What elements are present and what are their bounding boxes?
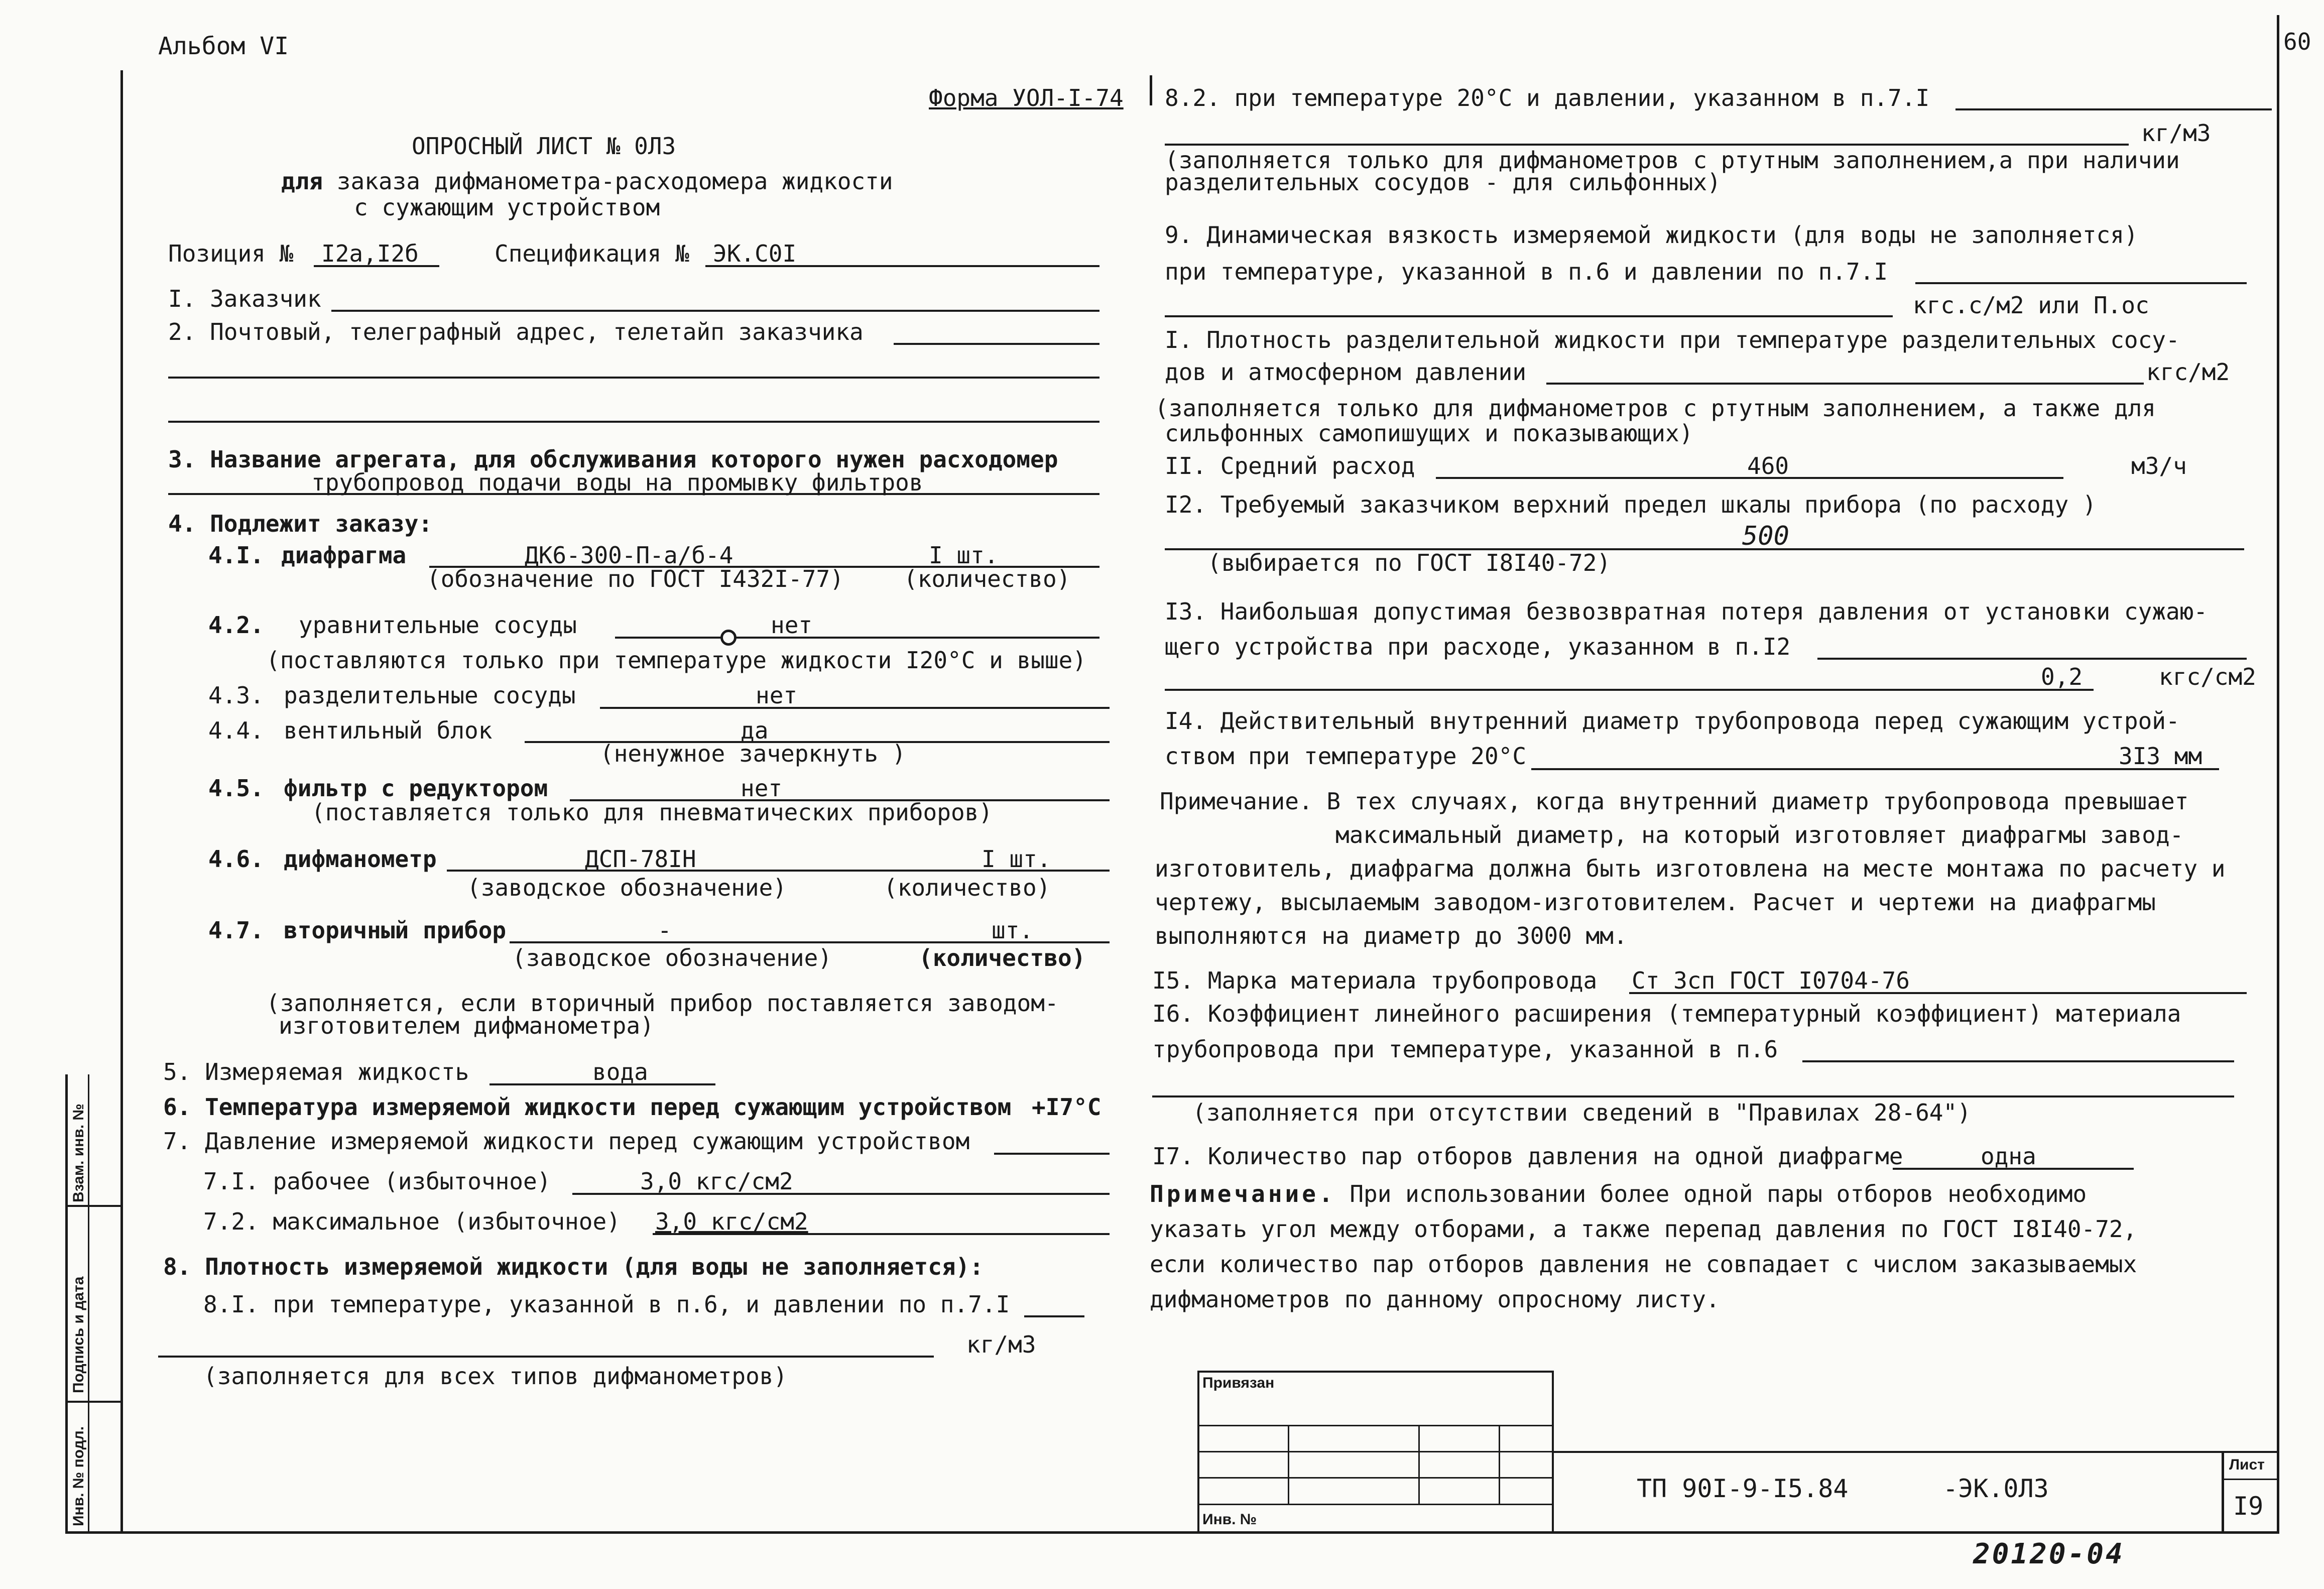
item-10-line1: I. Плотность разделительной жидкости при температуре разделительных сосу- <box>1165 326 2180 353</box>
item-47-value: - <box>658 917 672 944</box>
spec-underline <box>705 265 1099 267</box>
item-17-label: I7. Количество пар отборов давления на одной диафрагме <box>1152 1143 1903 1170</box>
title-line2 <box>281 170 893 193</box>
item-17-line <box>1893 1168 2134 1170</box>
sheet-number: I9 <box>2233 1492 2264 1521</box>
pnote-line4: дифманометров по данному опросному листу. <box>1150 1286 1720 1313</box>
item-11-label: II. Средний расход <box>1165 452 1415 479</box>
sheet-col <box>2222 1451 2224 1531</box>
item-41-qty-note: (количество) <box>904 565 1071 592</box>
item-71-value: 3,0 кгс/см2 <box>640 1168 793 1195</box>
item-13-unit: кгс/см2 <box>2159 663 2256 690</box>
item-47-line <box>510 941 1110 943</box>
item-71-line <box>572 1193 1110 1195</box>
item-46-value: ДСП-78IН <box>585 845 696 873</box>
title-line2-prefix: для <box>281 168 323 195</box>
item-47-note: (заводское обозначение) <box>512 944 832 971</box>
item-9-line2-fill <box>1165 315 1893 317</box>
item-46-qty-note: (количество) <box>884 874 1051 901</box>
item-9-unit: кгс.с/м2 или П.ос <box>1913 292 2149 319</box>
item-81-line2 <box>158 1356 934 1358</box>
item-82-line <box>1955 108 2272 110</box>
item-3-label: 3. Название агрегата, для обслуживания которого нужен расходомер <box>168 446 1058 473</box>
item-46-line <box>447 870 1110 872</box>
item-41-label: диафрагма <box>281 542 407 569</box>
frame-right-border <box>2277 15 2279 1534</box>
item-16-line <box>1802 1060 2234 1062</box>
item-15-line <box>1629 992 2247 994</box>
item-81-label: 8.I. при температуре, указанной в п.6, и давлении по п.7.I <box>203 1291 1010 1318</box>
item-17-value: одна <box>1981 1143 2036 1170</box>
side-vzam-label: Взам. инв. № <box>70 1104 87 1202</box>
item-10-line <box>1546 383 2144 385</box>
stamp-col3 <box>1499 1425 1500 1504</box>
pnote-title: Примечание. <box>1150 1180 1336 1207</box>
note-line1: Примечание. В тех случаях, когда внутренний диаметр трубопровода превышает <box>1160 788 2189 815</box>
sheet-label: Лист <box>2229 1456 2265 1473</box>
note-line3: изготовитель, диафрагма должна быть изготовлена на месте монтажа по расчету и <box>1155 855 2226 882</box>
title-block-top <box>1554 1451 2277 1453</box>
item-11-unit: м3/ч <box>2131 452 2187 479</box>
item-82-unit: кг/м3 <box>2141 119 2211 147</box>
item-46-label: дифманометр <box>284 845 437 873</box>
item-13-value: 0,2 <box>2041 663 2083 690</box>
item-11-value: 460 <box>1747 452 1789 479</box>
frame-bottom-border <box>65 1531 2279 1534</box>
item-43-value: нет <box>756 682 798 709</box>
item-45-num: 4.5. <box>208 775 264 802</box>
side-strip-div2 <box>65 1401 120 1403</box>
item-13-line2-fill <box>1165 689 2094 691</box>
stamp-row1 <box>1197 1425 1554 1426</box>
item-8-label: 8. Плотность измеряемой жидкости (для воды не заполняется): <box>163 1253 984 1280</box>
item-15-value: Ст 3сп ГОСТ I0704-76 <box>1632 967 1910 994</box>
item-41-value: ДК6-300-П-а/б-4 <box>525 542 733 569</box>
item-2-line2 <box>168 377 1099 379</box>
item-41-num: 4.I. <box>208 542 264 569</box>
side-inv-label: Инв. № подл. <box>70 1426 87 1526</box>
item-5-line <box>490 1083 715 1085</box>
item-7-label: 7. Давление измеряемой жидкости перед сужающим устройством <box>163 1128 970 1155</box>
pnote-line1 <box>1150 1182 2087 1205</box>
item-41-note: (обозначение по ГОСТ I432I-77) <box>427 565 844 592</box>
item-47-num: 4.7. <box>208 917 264 944</box>
item-42-label: уравнительные сосуды <box>299 612 577 639</box>
item-10-line2: дов и атмосферном давлении <box>1165 358 1527 386</box>
item-47-label: вторичный прибор <box>284 917 507 944</box>
item-12-note: (выбирается по ГОСТ I8I40-72) <box>1207 549 1611 576</box>
side-strip-left <box>65 1074 68 1531</box>
item-46-qty: I шт. <box>982 845 1051 873</box>
title-line1: ОПРОСНЫЙ ЛИСТ № 0ЛЗ <box>412 133 676 160</box>
stamp-row3 <box>1197 1477 1554 1479</box>
item-82-note2: разделительных сосудов - для сильфонных) <box>1165 169 1721 196</box>
stamp-col2 <box>1418 1425 1420 1504</box>
title-line2-rest: заказа дифманометра-расходомера жидкости <box>336 168 893 195</box>
position-underline <box>314 265 439 267</box>
item-1-line <box>331 310 1099 312</box>
position-value: I2а,I2б <box>321 240 419 267</box>
spec-label: Спецификация № <box>495 240 689 267</box>
item-1: I. Заказчик <box>168 285 321 312</box>
item-4: 4. Подлежит заказу: <box>168 510 433 537</box>
item-3-line <box>168 493 1099 495</box>
item-45-label: фильтр с редуктором <box>284 775 548 802</box>
item-82-line2 <box>1165 144 2129 146</box>
item-5-value: вода <box>592 1058 648 1085</box>
item-6-label: 6. Температура измеряемой жидкости перед сужающим устройством <box>163 1093 1012 1121</box>
item-41-qty: I шт. <box>929 542 999 569</box>
stamp-inv: Инв. № <box>1202 1511 1257 1528</box>
note-line2: максимальный диаметр, на который изготовляет диафрагмы завод- <box>1335 821 2184 848</box>
item-81-unit: кг/м3 <box>966 1331 1036 1358</box>
item-13-line2: щего устройства при расходе, указанном в п.I2 <box>1165 633 1791 660</box>
item-72-line <box>653 1233 1110 1235</box>
item-81-note: (заполняется для всех типов дифманометров) <box>203 1363 788 1390</box>
bullet-circle <box>720 630 737 646</box>
item-5-label: 5. Измеряемая жидкость <box>163 1058 469 1085</box>
item-9-line1: 9. Динамическая вязкость измеряемой жидкости (для воды не заполняется) <box>1165 221 2138 249</box>
item-81-line <box>1024 1315 1084 1317</box>
item-43-num: 4.3. <box>208 682 264 709</box>
item-46-num: 4.6. <box>208 845 264 873</box>
item-9-line2: при температуре, указанной в п.6 и давлении по п.7.I <box>1165 258 1888 285</box>
item-11-line <box>1436 477 2063 479</box>
item-72-label: 7.2. максимальное (избыточное) <box>203 1208 621 1235</box>
item-14-line2: ством при температуре 20°С <box>1165 743 1527 770</box>
item-13-line1: I3. Наибольшая допустимая безвозвратная потеря давления от установки сужаю- <box>1165 598 2208 625</box>
item-2-line3 <box>168 421 1099 423</box>
item-47-qty-note: (количество) <box>919 944 1086 971</box>
item-10-unit: кгс/м2 <box>2146 358 2230 386</box>
stamp-row2 <box>1197 1451 1554 1452</box>
item-71-label: 7.I. рабочее (избыточное) <box>203 1168 551 1195</box>
position-label: Позиция № <box>168 240 294 267</box>
item-10-note1: (заполняется только для дифманометров с ртутным заполнением, а также для <box>1155 395 2156 422</box>
doc-suffix: -ЭК.0ЛЗ <box>1943 1474 2049 1503</box>
sheet-row <box>2222 1479 2277 1480</box>
item-44-num: 4.4. <box>208 717 264 744</box>
item-15-label: I5. Марка материала трубопровода <box>1152 967 1598 994</box>
item-10-note2: сильфонных самопишущих и показывающих) <box>1165 420 1693 447</box>
item-42-num: 4.2. <box>208 612 264 639</box>
title-line3: с сужающим устройством <box>354 194 660 221</box>
item-45-note: (поставляется только для пневматических приборов) <box>311 799 993 826</box>
item-47-fill1: (заполняется, если вторичный прибор поставляется заводом- <box>266 990 1059 1017</box>
pnote-text1: При использовании более одной пары отборов необходимо <box>1350 1180 2087 1207</box>
item-9-line <box>1915 282 2247 284</box>
item-42-note: (поставляются только при температуре жидкости I20°С и выше) <box>266 647 1086 674</box>
stamp-col1 <box>1288 1425 1289 1504</box>
item-82-label: 8.2. при температуре 20°С и давлении, указанном в п.7.I <box>1165 84 1930 111</box>
item-14-value: 3I3 мм <box>2119 743 2203 770</box>
side-strip-mid <box>88 1074 89 1531</box>
doc-code: ТП 90I-9-I5.84 <box>1637 1474 1849 1503</box>
page-number: 60 <box>2283 28 2311 55</box>
column-divider <box>1150 75 1152 105</box>
form-code: Форма УОЛ-I-74 <box>929 84 1124 111</box>
item-16-line2-fill <box>1152 1095 2234 1097</box>
item-14-line1: I4. Действительный внутренний диаметр трубопровода перед сужающим устрой- <box>1165 707 2180 735</box>
item-7-line <box>994 1153 1110 1155</box>
note-line5: выполняются на диаметр до 3000 мм. <box>1155 922 1628 949</box>
item-72-value: 3,0 кгс/см2 <box>655 1208 808 1235</box>
item-14-line <box>1531 768 2219 770</box>
item-13-line <box>1817 658 2247 660</box>
item-47-qty: шт. <box>992 917 1034 944</box>
item-16-line2: трубопровода при температуре, указанной в п.6 <box>1152 1036 1778 1063</box>
item-44-value: да <box>741 717 769 744</box>
item-44-label: вентильный блок <box>284 717 493 744</box>
pnote-line2: указать угол между отборами, а также перепад давления по ГОСТ I8I40-72, <box>1150 1215 2137 1243</box>
item-47-fill2: изготовителем дифманометра) <box>279 1012 654 1039</box>
item-42-value: нет <box>771 612 813 639</box>
note-line4: чертежу, высылаемым заводом-изготовителем. Расчет и чертежи на диафрагмы <box>1155 889 2156 916</box>
item-3-value: трубопровод подачи воды на промывку фильтров <box>311 469 923 496</box>
frame-left-border <box>120 70 123 1531</box>
item-42-line <box>615 637 1099 639</box>
pnote-line3: если количество пар отборов давления не совпадает с числом заказываемых <box>1150 1251 2137 1278</box>
item-46-note: (заводское обозначение) <box>467 874 787 901</box>
item-12-value: 500 <box>1742 521 1789 551</box>
item-44-note: (ненужное зачеркнуть ) <box>600 740 906 767</box>
item-12-line1: I2. Требуемый заказчиком верхний предел шкалы прибора (по расходу ) <box>1165 491 2097 518</box>
item-45-value: нет <box>741 775 783 802</box>
item-16-note: (заполняется при отсутствии сведений в "Правилах 28-64") <box>1192 1099 1971 1126</box>
side-strip-div1 <box>65 1205 120 1207</box>
item-2-line <box>894 343 1099 345</box>
side-podpis-label: Подпись и дата <box>70 1276 87 1393</box>
album-label: Альбом VI <box>158 32 289 60</box>
handwritten-number: 20120-04 <box>1973 1538 2125 1570</box>
stamp-row4 <box>1197 1504 1554 1505</box>
spec-value: ЭК.С0I <box>713 240 797 267</box>
item-82-note1: (заполняется только для дифманометров с ртутным заполнением,а при наличии <box>1165 147 2180 174</box>
stamp-privyazan: Привязан <box>1202 1375 1275 1391</box>
item-16-line1: I6. Коэффициент линейного расширения (температурный коэффициент) материала <box>1152 1000 2181 1027</box>
item-43-label: разделительные сосуды <box>284 682 576 709</box>
item-6-value: +I7°С <box>1032 1093 1102 1121</box>
item-2: 2. Почтовый, телеграфный адрес, телетайп заказчика <box>168 318 864 345</box>
item-43-line <box>600 707 1110 709</box>
